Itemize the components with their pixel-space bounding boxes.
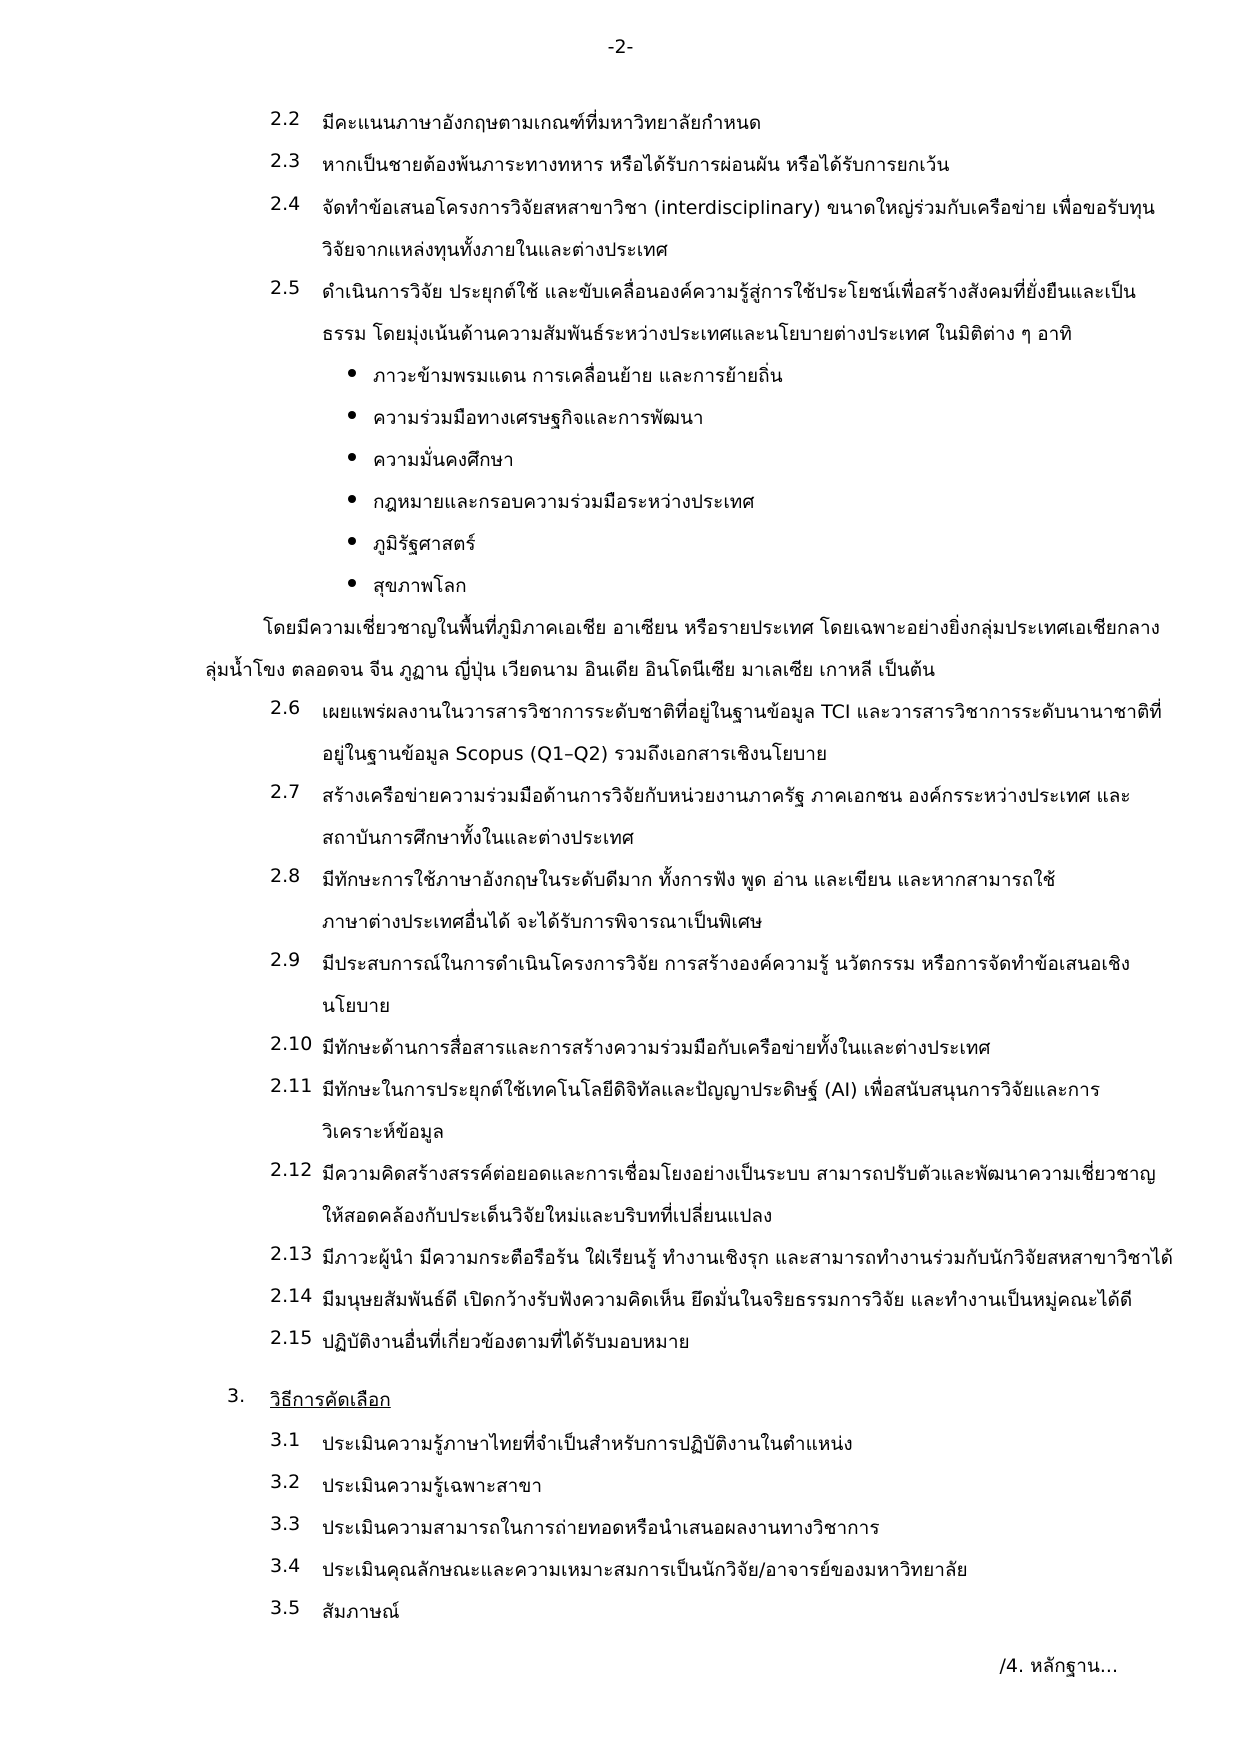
- section-title: วิธีการคัดเลือก: [270, 1389, 391, 1411]
- item-number: 3.3: [270, 1513, 301, 1535]
- item-number: 2.4: [270, 193, 301, 215]
- item-text-continued: วิจัยจากแหล่งทุนทั้งภายในและต่างประเทศ: [322, 239, 668, 261]
- item-text: ดำเนินการวิจัย ประยุกต์ใช้ และขับเคลื่อนองค์ความรู้สู่การใช้ประโยชน์เพื่อสร้างสังคมที่ยั่งยืนและเป็น: [322, 281, 1136, 303]
- bullet-text: กฎหมายและกรอบความร่วมมือระหว่างประเทศ: [373, 491, 755, 513]
- bullet-text: ภูมิรัฐศาสตร์: [373, 533, 476, 555]
- item-number: 2.10: [270, 1033, 313, 1055]
- expertise-paragraph-line: ลุ่มน้ำโขง ตลอดจน จีน ภูฏาน ญี่ปุ่น เวียดนาม อินเดีย อินโดนีเซีย มาเลเซีย เกาหลี เป็นต้น: [205, 659, 936, 681]
- bullet-text: ความร่วมมือทางเศรษฐกิจและการพัฒนา: [373, 407, 704, 429]
- bullet-icon: [348, 411, 356, 419]
- item-text: มีความคิดสร้างสรรค์ต่อยอดและการเชื่อมโยงอย่างเป็นระบบ สามารถปรับตัวและพัฒนาความเชี่ยวชาญ: [322, 1163, 1156, 1185]
- item-text: สร้างเครือข่ายความร่วมมือด้านการวิจัยกับหน่วยงานภาครัฐ ภาคเอกชน องค์กรระหว่างประเทศ และ: [322, 785, 1131, 807]
- item-text: ประเมินความสามารถในการถ่ายทอดหรือนำเสนอผลงานทางวิชาการ: [322, 1517, 880, 1539]
- item-text: ปฏิบัติงานอื่นที่เกี่ยวข้องตามที่ได้รับมอบหมาย: [322, 1331, 690, 1353]
- item-number: 2.2: [270, 108, 301, 130]
- item-number: 2.12: [270, 1159, 313, 1181]
- bullet-text: ภาวะข้ามพรมแดน การเคลื่อนย้าย และการย้ายถิ่น: [373, 365, 783, 387]
- item-text-continued: ธรรม โดยมุ่งเน้นด้านความสัมพันธ์ระหว่างประเทศและนโยบายต่างประเทศ ในมิติต่าง ๆ อาทิ: [322, 323, 1072, 345]
- item-number: 3.2: [270, 1471, 301, 1493]
- item-text-continued: นโยบาย: [322, 995, 391, 1017]
- continuation-footer: /4. หลักฐาน...: [999, 1655, 1118, 1677]
- item-number: 2.9: [270, 949, 301, 971]
- item-number: 3.4: [270, 1555, 301, 1577]
- item-number: 2.14: [270, 1285, 313, 1307]
- item-text-continued: สถาบันการศึกษาทั้งในและต่างประเทศ: [322, 827, 634, 849]
- bullet-text: สุขภาพโลก: [373, 575, 467, 597]
- section-number: 3.: [227, 1385, 246, 1407]
- item-text: สัมภาษณ์: [322, 1601, 400, 1623]
- item-text: หากเป็นชายต้องพ้นภาระทางทหาร หรือได้รับการผ่อนผัน หรือได้รับการยกเว้น: [322, 154, 950, 176]
- item-number: 2.8: [270, 865, 301, 887]
- item-text: มีทักษะการใช้ภาษาอังกฤษในระดับดีมาก ทั้งการฟัง พูด อ่าน และเขียน และหากสามารถใช้: [322, 869, 1056, 891]
- item-text: ประเมินความรู้เฉพาะสาขา: [322, 1475, 543, 1497]
- item-text: ประเมินคุณลักษณะและความเหมาะสมการเป็นนักวิจัย/อาจารย์ของมหาวิทยาลัย: [322, 1559, 968, 1581]
- bullet-text: ความมั่นคงศึกษา: [373, 449, 514, 471]
- item-number: 2.15: [270, 1327, 313, 1349]
- item-number: 3.5: [270, 1597, 301, 1619]
- item-number: 2.5: [270, 277, 301, 299]
- expertise-paragraph-line: โดยมีความเชี่ยวชาญในพื้นที่ภูมิภาคเอเชีย อาเซียน หรือรายประเทศ โดยเฉพาะอย่างยิ่งกลุ่มประเทศเอเชียกลาง: [263, 617, 1160, 639]
- bullet-icon: [348, 369, 356, 377]
- item-text: ประเมินความรู้ภาษาไทยที่จำเป็นสำหรับการปฏิบัติงานในตำแหน่ง: [322, 1433, 853, 1455]
- bullet-icon: [348, 453, 356, 461]
- item-text: มีทักษะด้านการสื่อสารและการสร้างความร่วมมือกับเครือข่ายทั้งในและต่างประเทศ: [322, 1037, 991, 1059]
- bullet-icon: [348, 537, 356, 545]
- page-number: -2-: [607, 36, 634, 58]
- item-text-continued: ภาษาต่างประเทศอื่นได้ จะได้รับการพิจารณาเป็นพิเศษ: [322, 911, 763, 933]
- item-text: มีมนุษยสัมพันธ์ดี เปิดกว้างรับฟังความคิดเห็น ยึดมั่นในจริยธรรมการวิจัย และทำงานเป็นหมู่คณะได้ดี: [322, 1289, 1133, 1311]
- item-number: 3.1: [270, 1429, 301, 1451]
- item-text: มีทักษะในการประยุกต์ใช้เทคโนโลยีดิจิทัลและปัญญาประดิษฐ์ (AI) เพื่อสนับสนุนการวิจัยและการ: [322, 1079, 1101, 1101]
- item-number: 2.6: [270, 697, 301, 719]
- bullet-icon: [348, 579, 356, 587]
- item-text: มีภาวะผู้นำ มีความกระตือรือร้น ใฝ่เรียนรู้ ทำงานเชิงรุก และสามารถทำงานร่วมกับนักวิจัยสหสาขาวิชาได้: [322, 1247, 1174, 1269]
- item-text: เผยแพร่ผลงานในวารสารวิชาการระดับชาติที่อยู่ในฐานข้อมูล TCI และวารสารวิชาการระดับนานาชาติที่: [322, 701, 1162, 723]
- item-number: 2.11: [270, 1075, 313, 1097]
- item-number: 2.7: [270, 781, 301, 803]
- item-number: 2.3: [270, 150, 301, 172]
- item-text: จัดทำข้อเสนอโครงการวิจัยสหสาขาวิชา (interdisciplinary) ขนาดใหญ่ร่วมกับเครือข่าย เพื่อขอรับทุน: [322, 197, 1155, 219]
- item-text: มีคะแนนภาษาอังกฤษตามเกณฑ์ที่มหาวิทยาลัยกำหนด: [322, 112, 762, 134]
- item-text-continued: ให้สอดคล้องกับประเด็นวิจัยใหม่และบริบทที่เปลี่ยนแปลง: [322, 1205, 773, 1227]
- item-number: 2.13: [270, 1243, 313, 1265]
- item-text-continued: วิเคราะห์ข้อมูล: [322, 1121, 445, 1143]
- item-text: มีประสบการณ์ในการดำเนินโครงการวิจัย การสร้างองค์ความรู้ นวัตกรรม หรือการจัดทำข้อเสนอเชิง: [322, 953, 1131, 975]
- item-text-continued: อยู่ในฐานข้อมูล Scopus (Q1–Q2) รวมถึงเอกสารเชิงนโยบาย: [322, 743, 828, 765]
- bullet-icon: [348, 495, 356, 503]
